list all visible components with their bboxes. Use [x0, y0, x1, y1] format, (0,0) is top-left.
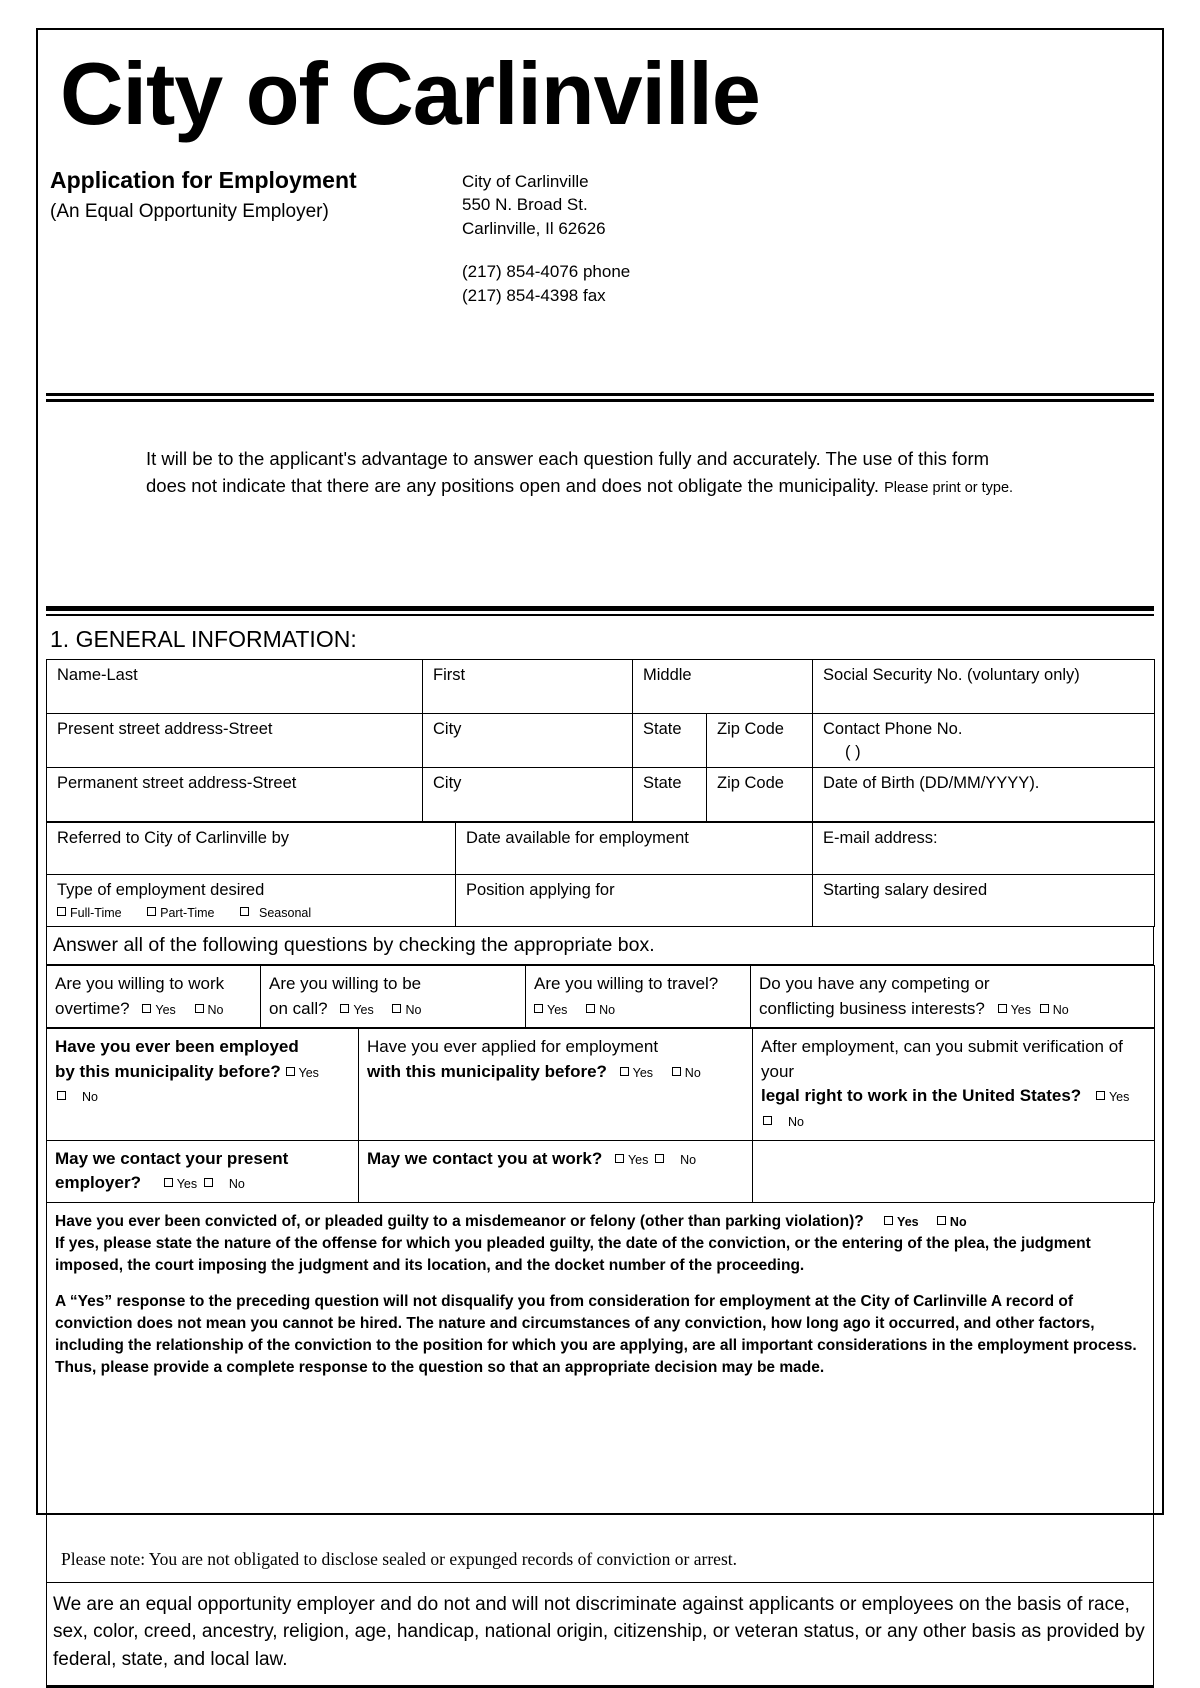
questions-table-row2: [46, 1028, 1155, 1203]
checkbox-label-no: No: [1052, 1002, 1069, 1017]
checkbox-group-verification-no[interactable]: [763, 1109, 804, 1134]
checkbox-group-full-time[interactable]: [57, 905, 122, 921]
field-present-zip[interactable]: [707, 713, 813, 767]
checkbox-label-no: No: [207, 1002, 224, 1017]
question-competing-line2: conflicting business interests?: [759, 998, 985, 1018]
checkbox-icon[interactable]: [204, 1178, 213, 1187]
checkbox-icon[interactable]: [763, 1116, 772, 1125]
checkbox-group-contact-employer-no[interactable]: [204, 1171, 245, 1196]
table-row-questions-1: [47, 965, 1155, 1027]
checkbox-group-seasonal[interactable]: [240, 905, 311, 921]
checkbox-icon[interactable]: [620, 1067, 629, 1076]
field-name-first[interactable]: [423, 659, 633, 713]
instructions-line-1: It will be to the applicant's advantage to answer each question fully and accurately. The use of this form: [146, 448, 990, 470]
checkbox-group-applied-yes[interactable]: [620, 1060, 653, 1085]
masthead-title: City of Carlinville: [60, 44, 760, 143]
checkbox-icon[interactable]: [340, 1004, 349, 1013]
checkbox-label-seasonal: Seasonal: [259, 906, 312, 921]
instructions-line-2: does not indicate that there are any positions open and does not obligate the municipality.: [146, 475, 879, 497]
checkbox-label-no: No: [599, 1002, 616, 1017]
checkbox-icon[interactable]: [534, 1004, 543, 1013]
org-fax: (217) 854-4398 fax: [462, 285, 606, 305]
field-permanent-city[interactable]: [423, 767, 633, 821]
organization-address: [462, 166, 630, 307]
checkbox-icon[interactable]: [1096, 1091, 1105, 1100]
checkbox-icon[interactable]: [147, 907, 156, 916]
label-ssn: Social Security No. (voluntary only): [823, 665, 1080, 684]
checkbox-label-no: No: [228, 1177, 245, 1192]
checkbox-group-applied-no[interactable]: [672, 1060, 701, 1085]
question-employed-before[interactable]: [47, 1029, 359, 1141]
application-title: Application for Employment: [50, 167, 357, 193]
checkbox-icon[interactable]: [392, 1004, 401, 1013]
checkbox-icon[interactable]: [57, 907, 66, 916]
checkbox-label-yes: Yes: [353, 1002, 374, 1017]
checkbox-group-oncall-yes[interactable]: [340, 997, 373, 1022]
label-permanent-state: State: [643, 773, 682, 792]
questions-table-row1: [46, 965, 1155, 1028]
checkbox-label-no: No: [684, 1065, 701, 1080]
field-date-available[interactable]: [456, 822, 813, 874]
checkbox-label-yes: Yes: [627, 1152, 649, 1167]
checkbox-label-yes: Yes: [298, 1065, 319, 1080]
question-overtime-line1: Are you willing to work: [55, 973, 225, 993]
checkbox-label-yes: Yes: [547, 1002, 568, 1017]
field-present-street[interactable]: [47, 713, 423, 767]
label-present-street: Present street address-Street: [57, 719, 273, 738]
field-name-middle[interactable]: [633, 659, 813, 713]
conviction-question-line2: If yes, please state the nature of the offense for which you pleaded guilty, the date of the conviction, or the entering of the plea, the judgment imposed, the court imposing the judgment and its location, and the docket number of the proceeding.: [55, 1235, 1091, 1275]
label-present-city: City: [433, 719, 462, 738]
checkbox-group-travel-no[interactable]: [586, 997, 615, 1022]
label-position: Position applying for: [466, 880, 615, 899]
checkbox-group-employed-yes[interactable]: [286, 1060, 319, 1085]
question-competing-line1: Do you have any competing or: [759, 973, 990, 993]
header-left: [46, 166, 462, 307]
checkbox-group-overtime-yes[interactable]: [142, 997, 175, 1022]
field-permanent-state[interactable]: [633, 767, 707, 821]
question-applied-line2: with this municipality before?: [367, 1061, 607, 1081]
instructions-paragraph: [146, 446, 1076, 500]
question-competing-interests[interactable]: [751, 965, 1155, 1027]
checkbox-label-full-time: Full-Time: [70, 906, 122, 921]
checkbox-label-yes: Yes: [897, 1215, 919, 1230]
field-contact-phone[interactable]: [813, 713, 1155, 767]
label-contact-phone: Contact Phone No.: [823, 719, 963, 738]
checkbox-label-no: No: [949, 1215, 967, 1230]
checkbox-icon[interactable]: [142, 1004, 151, 1013]
checkbox-icon[interactable]: [240, 907, 249, 916]
checkbox-group-overtime-no[interactable]: [195, 997, 224, 1022]
checkbox-group-verification-yes[interactable]: [1096, 1084, 1129, 1109]
address-spacer: [462, 240, 630, 260]
table-row-questions-2: [47, 1029, 1155, 1141]
checkbox-group-oncall-no[interactable]: [392, 997, 421, 1022]
table-row-employment-type: [47, 874, 1155, 926]
checkbox-group-contact-work-no[interactable]: [655, 1147, 696, 1172]
checkbox-icon[interactable]: [998, 1004, 1007, 1013]
conviction-question-line1: Have you ever been convicted of, or pleaded guilty to a misdemeanor or felony (other than parking violation)?: [55, 1213, 864, 1231]
field-name-last[interactable]: [47, 659, 423, 713]
field-present-city[interactable]: [423, 713, 633, 767]
field-type-of-employment[interactable]: [47, 874, 456, 926]
please-note-text: Please note: You are not obligated to disclose sealed or expunged records of conviction or arrest.: [61, 1549, 737, 1570]
checkbox-label-yes: Yes: [155, 1002, 176, 1017]
checkbox-icon[interactable]: [286, 1067, 295, 1076]
table-row-permanent-address: [47, 767, 1155, 821]
question-contact-at-work[interactable]: [359, 1140, 753, 1202]
checkbox-label-yes: Yes: [632, 1065, 654, 1080]
question-employed-line2: by this municipality before?: [55, 1061, 281, 1081]
checkbox-icon[interactable]: [672, 1067, 681, 1076]
page-content: [46, 36, 1154, 1688]
question-employed-line1: Have you ever been employed: [55, 1037, 299, 1057]
org-city-state-zip: Carlinville, Il 62626: [462, 218, 606, 238]
question-travel[interactable]: [526, 965, 751, 1027]
checkbox-label-yes: Yes: [1108, 1090, 1130, 1105]
question-on-call-line1: Are you willing to be: [269, 973, 422, 993]
employment-type-options: [57, 905, 455, 921]
question-work-verification[interactable]: [753, 1029, 1155, 1141]
label-name-first: First: [433, 665, 466, 684]
label-name-last: Name-Last: [57, 665, 138, 684]
question-overtime-line2: overtime?: [55, 998, 130, 1018]
label-referred-by: Referred to City of Carlinville by: [57, 828, 289, 847]
table-row-present-address: [47, 713, 1155, 767]
field-starting-salary[interactable]: [813, 874, 1155, 926]
label-present-zip: Zip Code: [717, 719, 784, 738]
checkbox-label-yes: Yes: [176, 1177, 198, 1192]
checkbox-icon[interactable]: [615, 1154, 624, 1163]
checkbox-label-part-time: Part-Time: [160, 906, 215, 921]
question-empty-cell: [753, 1140, 1155, 1202]
question-contact-employer-line2: employer?: [55, 1173, 141, 1193]
question-applied-before[interactable]: [359, 1029, 753, 1141]
field-referred-by[interactable]: [47, 822, 456, 874]
checkbox-icon[interactable]: [884, 1216, 893, 1225]
table-row-name: [47, 659, 1155, 713]
checkbox-icon[interactable]: [937, 1216, 946, 1225]
general-information-table: [46, 659, 1155, 822]
checkbox-group-employed-no[interactable]: [57, 1084, 98, 1109]
divider-rule-section: [46, 606, 1154, 616]
org-name: City of Carlinville: [462, 172, 589, 191]
checkbox-icon[interactable]: [57, 1091, 66, 1100]
label-permanent-street: Permanent street address-Street: [57, 773, 297, 792]
checkbox-group-competing-no[interactable]: [1040, 997, 1069, 1022]
question-applied-line1: Have you ever applied for employment: [367, 1037, 659, 1057]
conviction-answer-space[interactable]: [55, 1379, 1143, 1547]
field-permanent-zip[interactable]: [707, 767, 813, 821]
checkbox-icon[interactable]: [195, 1004, 204, 1013]
header-block: [46, 166, 1154, 307]
checkbox-group-travel-yes[interactable]: [534, 997, 567, 1022]
label-email: E-mail address:: [823, 828, 938, 847]
section-1-title: 1. GENERAL INFORMATION:: [50, 625, 357, 652]
checkbox-group-contact-work-yes[interactable]: [615, 1147, 648, 1172]
label-type-of-employment: Type of employment desired: [57, 880, 265, 899]
label-permanent-zip: Zip Code: [717, 773, 784, 792]
checkbox-icon[interactable]: [655, 1154, 664, 1163]
checkbox-label-no: No: [82, 1090, 98, 1105]
label-name-middle: Middle: [643, 665, 692, 684]
question-contact-present-employer[interactable]: [47, 1140, 359, 1202]
field-position-applying-for[interactable]: [456, 874, 813, 926]
answer-instructions-banner: Answer all of the following questions by checking the appropriate box.: [46, 927, 1154, 965]
conviction-question-paragraph: [55, 1211, 1143, 1277]
question-verification-line1: After employment, can you submit verification of your: [761, 1037, 1123, 1081]
print-or-type-note: Please print or type.: [884, 480, 1014, 497]
question-contact-work-text: May we contact you at work?: [367, 1148, 603, 1168]
label-permanent-city: City: [433, 773, 462, 792]
conviction-explanation-paragraph: A “Yes” response to the preceding question will not disqualify you from consideration for employment at the City of Carlinville A record of conviction does not mean you cannot be hired. The nature and circumstances of any conviction, how long ago it occurred, and other factors, including the relationship of the conviction to the position for which you are applying, are all important considerations in the employment process. Thus, please provide a complete response to the question so that an appropriate decision may be made.: [55, 1293, 1137, 1377]
org-street: 550 N. Broad St.: [462, 195, 588, 215]
label-date-available: Date available for employment: [466, 828, 689, 847]
conviction-block: [46, 1203, 1154, 1583]
field-permanent-street[interactable]: [47, 767, 423, 821]
checkbox-group-contact-employer-yes[interactable]: [164, 1171, 197, 1196]
checkbox-label-no: No: [405, 1002, 422, 1017]
question-contact-employer-line1: May we contact your present: [55, 1148, 289, 1168]
checkbox-icon[interactable]: [586, 1004, 595, 1013]
checkbox-group-conviction-yes[interactable]: [884, 1211, 919, 1233]
question-travel-text: Are you willing to travel?: [534, 973, 719, 993]
checkbox-group-competing-yes[interactable]: [998, 997, 1031, 1022]
question-verification-line2: legal right to work in the United States?: [761, 1086, 1082, 1106]
field-date-of-birth[interactable]: [813, 767, 1155, 821]
question-on-call[interactable]: [261, 965, 526, 1027]
checkbox-icon[interactable]: [1040, 1004, 1049, 1013]
question-on-call-line2: on call?: [269, 998, 328, 1018]
checkbox-icon[interactable]: [164, 1178, 173, 1187]
application-subtitle: (An Equal Opportunity Employer): [50, 200, 329, 222]
field-email[interactable]: [813, 822, 1155, 874]
checkbox-label-no: No: [788, 1115, 804, 1130]
table-row-referral: [47, 822, 1155, 874]
checkbox-label-yes: Yes: [1010, 1002, 1031, 1017]
checkbox-group-conviction-no[interactable]: [937, 1211, 967, 1233]
checkbox-group-part-time[interactable]: [147, 905, 214, 921]
eeo-statement: We are an equal opportunity employer and do not and will not discriminate against applicants or employees on the basis of race, sex, color, creed, ancestry, religion, age, handicap, national origin, citizenship, or veteran status, or any other basis as provided by federal, state, and local law.: [46, 1583, 1154, 1688]
label-date-of-birth: Date of Birth (DD/MM/YYYY).: [823, 773, 1040, 792]
org-phone: (217) 854-4076 phone: [462, 262, 631, 282]
question-overtime[interactable]: [47, 965, 261, 1027]
label-present-state: State: [643, 719, 682, 738]
label-salary: Starting salary desired: [823, 880, 988, 899]
checkbox-label-no: No: [680, 1152, 697, 1167]
field-present-state[interactable]: [633, 713, 707, 767]
divider-rule-top: [46, 393, 1154, 402]
referral-position-table: [46, 822, 1155, 927]
field-ssn[interactable]: [813, 659, 1155, 713]
table-row-questions-3: [47, 1140, 1155, 1202]
contact-phone-parens[interactable]: ( ): [845, 743, 861, 762]
